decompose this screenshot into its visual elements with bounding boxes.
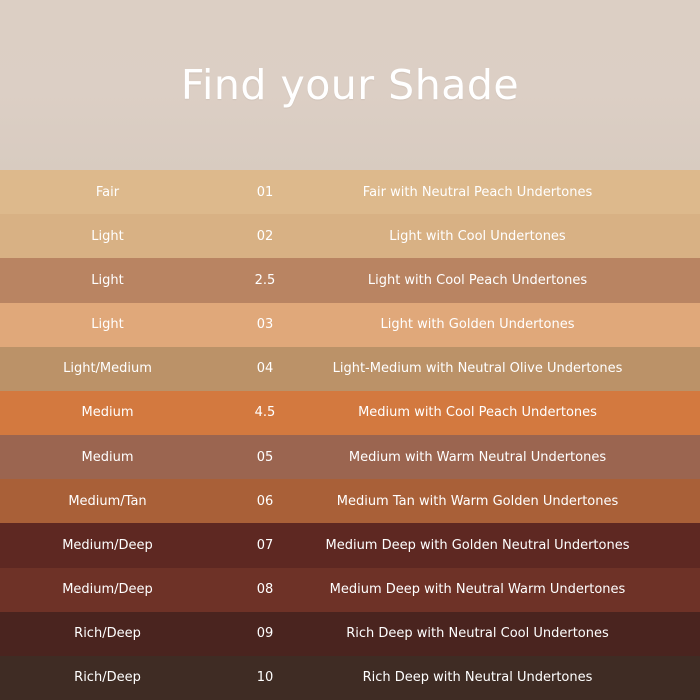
shade-name: Light [91, 272, 124, 288]
shade-description: Rich Deep with Neutral Undertones [362, 670, 593, 686]
shade-code: 03 [256, 317, 274, 333]
shade-row[interactable] [0, 435, 700, 479]
shade-description: Light-Medium with Neutral Olive Undertones [332, 361, 623, 377]
shade-row[interactable] [0, 214, 700, 258]
shade-row[interactable] [0, 612, 700, 656]
shade-description: Rich Deep with Neutral Cool Undertones [346, 626, 609, 642]
shade-row[interactable] [0, 523, 700, 567]
page-title: Find your Shade [180, 61, 520, 109]
shade-name: Medium/Tan [68, 493, 147, 509]
shade-name: Light [91, 317, 124, 333]
shade-row[interactable] [0, 479, 700, 523]
shade-code: 05 [256, 449, 274, 465]
shade-description: Medium Deep with Neutral Warm Undertones [329, 582, 626, 598]
shade-name: Light [91, 228, 124, 244]
shade-name: Light/Medium [63, 361, 152, 377]
page-header [0, 0, 700, 170]
shade-code: 07 [256, 537, 274, 553]
shade-code: 2.5 [254, 272, 276, 288]
shade-name: Medium [81, 405, 134, 421]
shade-row[interactable] [0, 170, 700, 214]
shade-name: Medium [81, 449, 134, 465]
shade-description: Light with Golden Undertones [380, 317, 575, 333]
shade-description: Light with Cool Undertones [389, 228, 566, 244]
shade-row[interactable] [0, 258, 700, 302]
shade-row[interactable] [0, 656, 700, 700]
shade-code: 06 [256, 493, 274, 509]
shade-description: Light with Cool Peach Undertones [367, 272, 588, 288]
shade-code: 04 [256, 361, 274, 377]
shade-row[interactable] [0, 347, 700, 391]
shade-description: Medium with Warm Neutral Undertones [348, 449, 607, 465]
shade-description: Medium Deep with Golden Neutral Undertones [325, 537, 630, 553]
shade-code: 08 [256, 582, 274, 598]
shade-list [0, 170, 700, 700]
shade-name: Medium/Deep [62, 582, 153, 598]
shade-name: Medium/Deep [62, 537, 153, 553]
shade-row[interactable] [0, 303, 700, 347]
shade-code: 10 [256, 670, 274, 686]
shade-description: Medium Tan with Warm Golden Undertones [336, 493, 619, 509]
shade-description: Fair with Neutral Peach Undertones [362, 184, 593, 200]
shade-name: Rich/Deep [74, 626, 141, 642]
shade-code: 09 [256, 626, 274, 642]
shade-code: 01 [256, 184, 274, 200]
shade-row[interactable] [0, 391, 700, 435]
shade-name: Rich/Deep [74, 670, 141, 686]
shade-name: Fair [95, 184, 120, 200]
shade-row[interactable] [0, 568, 700, 612]
shade-code: 4.5 [254, 405, 276, 421]
shade-code: 02 [256, 228, 274, 244]
shade-description: Medium with Cool Peach Undertones [358, 405, 597, 421]
